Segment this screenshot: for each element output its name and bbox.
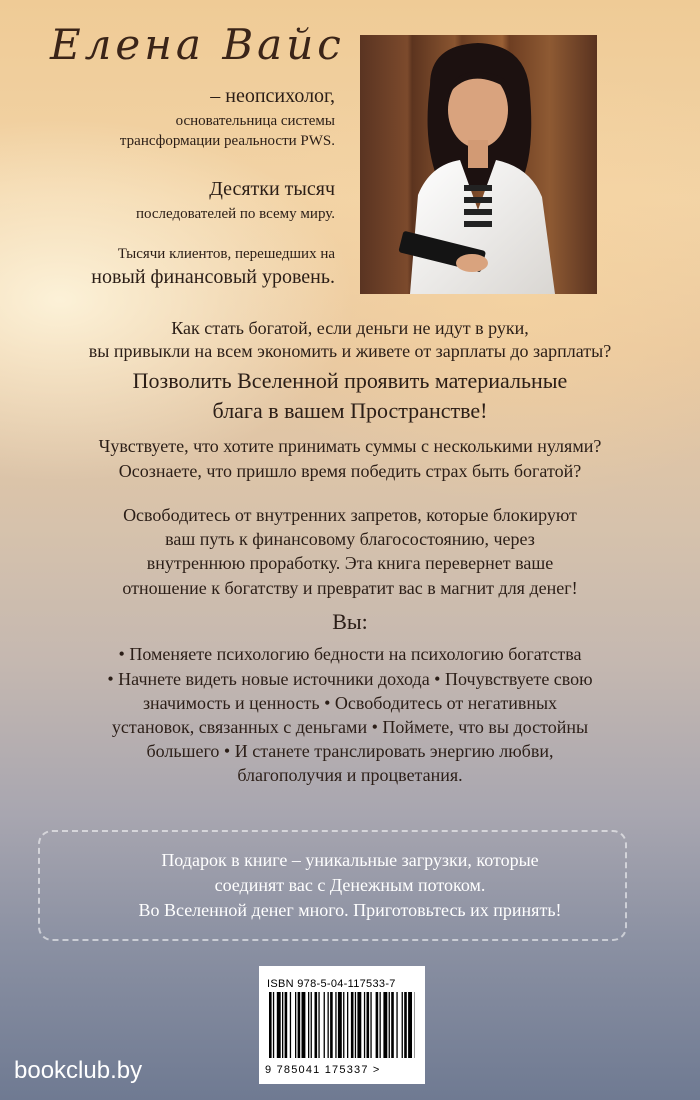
feel-line2: Осознаете, что пришло время победить страх быть богатой? <box>118 461 582 481</box>
headline-line2: блага в вашем Пространстве! <box>212 398 488 423</box>
barcode-bar <box>324 992 325 1058</box>
barcode-bar <box>338 992 342 1058</box>
bio-founder-line2: трансформации реальности PWS. <box>119 133 335 149</box>
bullet-line3: значимость и ценность • Освободитесь от негативных <box>142 693 558 713</box>
barcode-bar <box>311 992 312 1058</box>
isbn-label: ISBN 978-5-04-117533-7 <box>267 978 396 990</box>
question-line1: Как стать богатой, если деньги не идут в руки, <box>171 318 529 338</box>
free-line4: отношение к богатству и превратит вас в магнит для денег! <box>122 578 578 598</box>
gift-line2: соединят вас с Денежным потоком. <box>214 875 486 895</box>
site-watermark: bookclub.by <box>14 1057 143 1084</box>
question-line2: вы привыкли на всем экономить и живете от зарплаты до зарплаты? <box>88 341 612 361</box>
bio-followers-big: Десятки тысяч <box>209 178 335 200</box>
barcode-bar <box>328 992 329 1058</box>
barcode-bar <box>402 992 403 1058</box>
barcode-bar <box>391 992 394 1058</box>
free-line3: внутреннюю проработку. Эта книга перевернет ваше <box>146 553 554 573</box>
barcode-bar <box>351 992 354 1058</box>
barcode-bar <box>315 992 318 1058</box>
isbn-barcode-box <box>259 966 425 1084</box>
bio-clients-small: Тысячи клиентов, перешедших на <box>117 246 335 262</box>
barcode-bar <box>298 992 301 1058</box>
barcode-bar <box>273 992 274 1058</box>
barcode-bar <box>269 992 272 1058</box>
barcode-bar <box>290 992 291 1058</box>
barcode-bar <box>404 992 407 1058</box>
bio-followers-small: последователей по всему миру. <box>135 206 335 222</box>
bio-role: – неопсихолог, <box>210 85 335 107</box>
bullet-line2: • Начнете видеть новые источники дохода • Почувствуете свою <box>107 669 593 689</box>
barcode-bar <box>295 992 296 1058</box>
barcode-bar <box>282 992 283 1058</box>
barcode-bar <box>347 992 348 1058</box>
barcode-bar <box>277 992 281 1058</box>
barcode-bar <box>357 992 361 1058</box>
free-line1: Освободитесь от внутренних запретов, которые блокируют <box>123 505 577 525</box>
author-photo <box>360 35 597 294</box>
barcode-bar <box>383 992 387 1058</box>
bullet-line6: благополучия и процветания. <box>237 765 463 785</box>
headline-line1: Позволить Вселенной проявить материальные <box>132 368 568 393</box>
bio-clients-big: новый финансовый уровень. <box>91 266 335 288</box>
barcode-bar <box>318 992 319 1058</box>
bullet-line4: установок, связанных с деньгами • Поймете, что вы достойны <box>111 717 589 737</box>
bullet-line5: большего • И станете транслировать энергию любви, <box>146 741 554 761</box>
barcode-bar <box>343 992 344 1058</box>
feel-line1: Чувствуете, что хотите принимать суммы с несколькими нулями? <box>98 436 602 456</box>
barcode-bar <box>396 992 397 1058</box>
barcode-bar <box>364 992 365 1058</box>
barcode-bar <box>302 992 306 1058</box>
barcode-bar <box>335 992 336 1058</box>
barcode-icon <box>269 992 415 1058</box>
barcode-bar <box>367 992 370 1058</box>
barcode-bar <box>355 992 356 1058</box>
barcode-bar <box>285 992 288 1058</box>
isbn-digits: 9 785041 175337 > <box>265 1064 381 1076</box>
barcode-bar <box>408 992 412 1058</box>
you-heading: Вы: <box>332 609 368 634</box>
barcode-bar <box>380 992 381 1058</box>
barcode-bar <box>389 992 390 1058</box>
barcode-bar <box>308 992 309 1058</box>
author-name: Елена Вайс <box>50 20 345 69</box>
barcode-bar <box>370 992 371 1058</box>
gift-line1: Подарок в книге – уникальные загрузки, которые <box>161 850 539 870</box>
gift-line3: Во Вселенной денег много. Приготовьтесь их принять! <box>138 900 562 920</box>
barcode-bar <box>376 992 379 1058</box>
barcode-bar <box>330 992 333 1058</box>
bullet-line1: • Поменяете психологию бедности на психологию богатства <box>118 644 582 664</box>
author-portrait-illustration <box>360 35 597 294</box>
bio-founder-line1: основательница системы <box>175 113 335 129</box>
free-line2: ваш путь к финансовому благосостоянию, через <box>165 529 535 549</box>
